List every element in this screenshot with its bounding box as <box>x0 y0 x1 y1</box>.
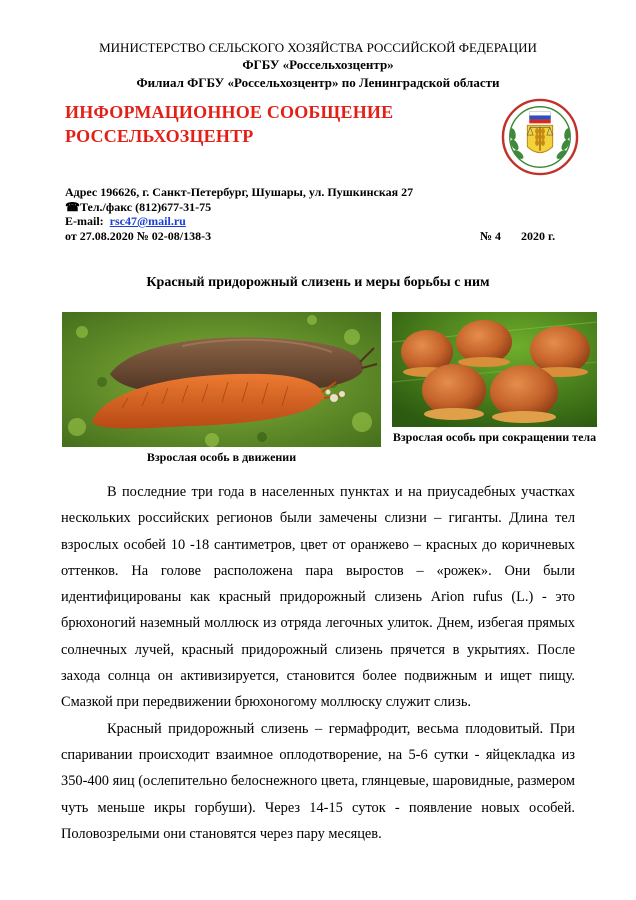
title-line-1: ИНФОРМАЦИОННОЕ СООБЩЕНИЕ <box>65 102 394 122</box>
email-link[interactable]: rsc47@mail.ru <box>109 214 186 228</box>
title-line-2: РОССЕЛЬХОЗЦЕНТР <box>65 126 254 146</box>
branch-heading: Филиал ФГБУ «Россельхозцентр» по Ленинградской области <box>136 75 500 90</box>
contact-block <box>65 185 585 243</box>
org-heading: ФГБУ «Россельхозцентр» <box>242 57 394 72</box>
phone-text: Тел./факс (812)677-31-75 <box>79 199 212 214</box>
paragraph-2: Красный придорожный слизень – гермафродит, весьма плодовитый. При спаривании происходит взаимное оплодотворение, на 5-6 сутки - яйцекладка из 350-400 яиц (ослепительно белоснежного цвета, глянцевые, шаровидные, размером чуть меньше икры горбуши). Через 14-15 суток - появление новых особей. Половозрелыми они становятся через пару месяцев. <box>61 720 575 842</box>
paragraph-1: В последние три года в населенных пунктах и на приусадебных участках нескольких российских регионов были замечены слизни – гиганты. Длина тел взрослых особей 10 -18 сантиметров, цвет от оранжево – красных до коричневых оттенков. На голове расположена пара выростов – «рожек». Они были идентифицированы как красный придорожный слизень Arion rufus (L.) - это брюхоногий наземный моллюск из отряда легочных улиток. Днем, избегая прямых солнечных лучей, красный придорожный слизень прячется в укрытиях. После захода солнца он активизируется, становится более подвижным и ищет пищу. Смазкой при передвижении брюхоногому моллюску служит слизь. <box>61 484 575 711</box>
email-line <box>65 214 585 229</box>
issue-number: № 4 <box>480 229 502 243</box>
document-title <box>65 100 393 148</box>
slugs-moving-image <box>62 312 381 447</box>
photo-slugs-contracted <box>392 312 597 427</box>
photo-slugs-moving <box>62 312 381 447</box>
address-line: Адрес 196626, г. Санкт-Петербург, Шушары, ул. Пушкинская 27 <box>65 185 414 199</box>
ministry-heading: МИНИСТЕРСТВО СЕЛЬСКОГО ХОЗЯЙСТВА РОССИЙСКОЙ ФЕДЕРАЦИИ <box>99 40 537 55</box>
rosselkhozcenter-emblem-icon <box>501 98 579 176</box>
slugs-contracted-image <box>392 312 597 427</box>
date-line: от 27.08.2020 № 02-08/138-3 <box>65 228 212 243</box>
article-title: Красный придорожный слизень и меры борьбы с ним <box>146 275 490 290</box>
article-body <box>61 479 575 847</box>
email-label: E-mail: <box>65 214 104 228</box>
issue-year: 2020 г. <box>521 229 556 243</box>
caption-moving: Взрослая особь в движении <box>146 450 297 464</box>
phone-icon: ☎ <box>65 199 80 214</box>
caption-contracted: Взрослая особь при сокращении тела <box>392 430 597 444</box>
phone-line <box>65 200 585 215</box>
